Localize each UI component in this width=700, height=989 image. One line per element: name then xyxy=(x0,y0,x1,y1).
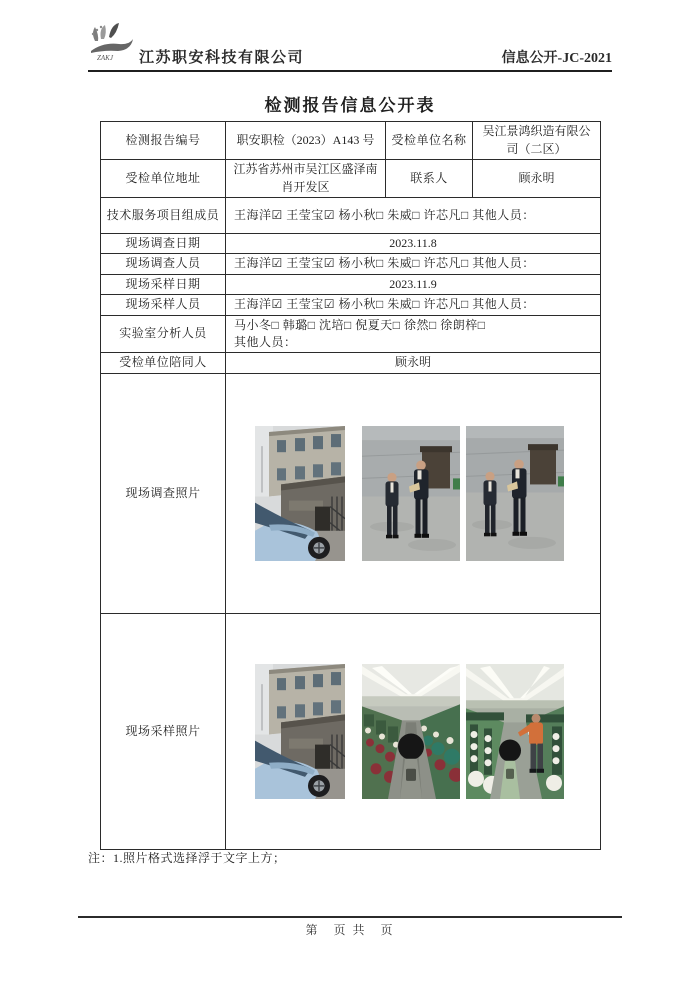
lab-staff-label: 实验室分析人员 xyxy=(101,315,226,353)
company-name: 江苏职安科技有限公司 xyxy=(139,50,305,66)
row-unit-address xyxy=(101,160,601,198)
svg-text:ZAKJ: ZAKJ xyxy=(97,54,113,62)
survey-photos-label: 现场调查照片 xyxy=(101,373,226,613)
page-title: 检测报告信息公开表 xyxy=(264,96,436,115)
survey-staff-value: 王海洋☑ 王莹宝☑ 杨小秋□ 朱威□ 许芯凡□ 其他人员： xyxy=(226,254,601,274)
sampling-photos xyxy=(230,664,596,799)
doc-number: 信息公开-JC-2021 xyxy=(501,51,612,66)
survey-date-label: 现场调查日期 xyxy=(101,234,226,254)
lab-staff-line2: 其他人员： xyxy=(234,334,297,349)
survey-date-value: 2023.11.8 xyxy=(226,234,601,254)
row-survey-date xyxy=(101,234,601,254)
sampling-photo-workshop-worker xyxy=(466,664,564,799)
unit-addr-label: 受检单位地址 xyxy=(101,160,226,198)
survey-photos-cell xyxy=(226,373,601,613)
survey-photos xyxy=(230,426,596,561)
survey-staff-label: 现场调查人员 xyxy=(101,254,226,274)
unit-addr-value: 江苏省苏州市吴江区盛泽南肖开发区 xyxy=(226,160,386,198)
brand xyxy=(88,22,304,67)
sampling-photo-workshop-noise-meter xyxy=(362,664,460,799)
row-sampling-staff xyxy=(101,295,601,315)
row-sampling-photos xyxy=(101,613,601,849)
row-lab-staff xyxy=(101,315,601,353)
row-survey-staff xyxy=(101,254,601,274)
team-label: 技术服务项目组成员 xyxy=(101,198,226,234)
report-no-label: 检测报告编号 xyxy=(101,122,226,160)
page-header xyxy=(88,24,612,72)
lab-staff-value xyxy=(226,315,601,353)
sampling-date-value: 2023.11.9 xyxy=(226,274,601,294)
sampling-staff-value: 王海洋☑ 王莹宝☑ 杨小秋□ 朱威□ 许芯凡□ 其他人员： xyxy=(226,295,601,315)
report-no-value: 职安职检（2023）A143 号 xyxy=(226,122,386,160)
row-project-team xyxy=(101,198,601,234)
survey-photo-factory-exterior xyxy=(255,426,345,561)
survey-photo-inspectors-2 xyxy=(466,426,564,561)
unit-name-label: 受检单位名称 xyxy=(386,122,473,160)
sampling-photos-label: 现场采样照片 xyxy=(101,613,226,849)
team-value: 王海洋☑ 王莹宝☑ 杨小秋□ 朱威□ 许芯凡□ 其他人员： xyxy=(226,198,601,234)
escort-label: 受检单位陪同人 xyxy=(101,353,226,373)
row-report-no xyxy=(101,122,601,160)
contact-value: 顾永明 xyxy=(473,160,601,198)
survey-photo-inspectors-1 xyxy=(362,426,460,561)
lab-staff-line1: 马小冬□ 韩璐□ 沈培□ 倪夏天□ 徐然□ 徐朗梓□ xyxy=(234,317,486,332)
escort-value: 顾永明 xyxy=(226,353,601,373)
form-note: 注：1.照片格式选择浮于文字上方； xyxy=(88,851,286,865)
page-footer: 第 页 共 页 xyxy=(305,923,395,937)
contact-label: 联系人 xyxy=(386,160,473,198)
sampling-photo-factory-exterior xyxy=(255,664,345,799)
sampling-date-label: 现场采样日期 xyxy=(101,274,226,294)
sampling-photos-cell xyxy=(226,613,601,849)
company-logo-icon xyxy=(88,22,138,67)
row-escort xyxy=(101,353,601,373)
sampling-staff-label: 现场采样人员 xyxy=(101,295,226,315)
footer-divider xyxy=(78,916,622,918)
row-survey-photos xyxy=(101,373,601,613)
unit-name-value: 吴江景鸿织造有限公司（二区） xyxy=(473,122,601,160)
row-sampling-date xyxy=(101,274,601,294)
disclosure-form-table xyxy=(100,121,601,850)
